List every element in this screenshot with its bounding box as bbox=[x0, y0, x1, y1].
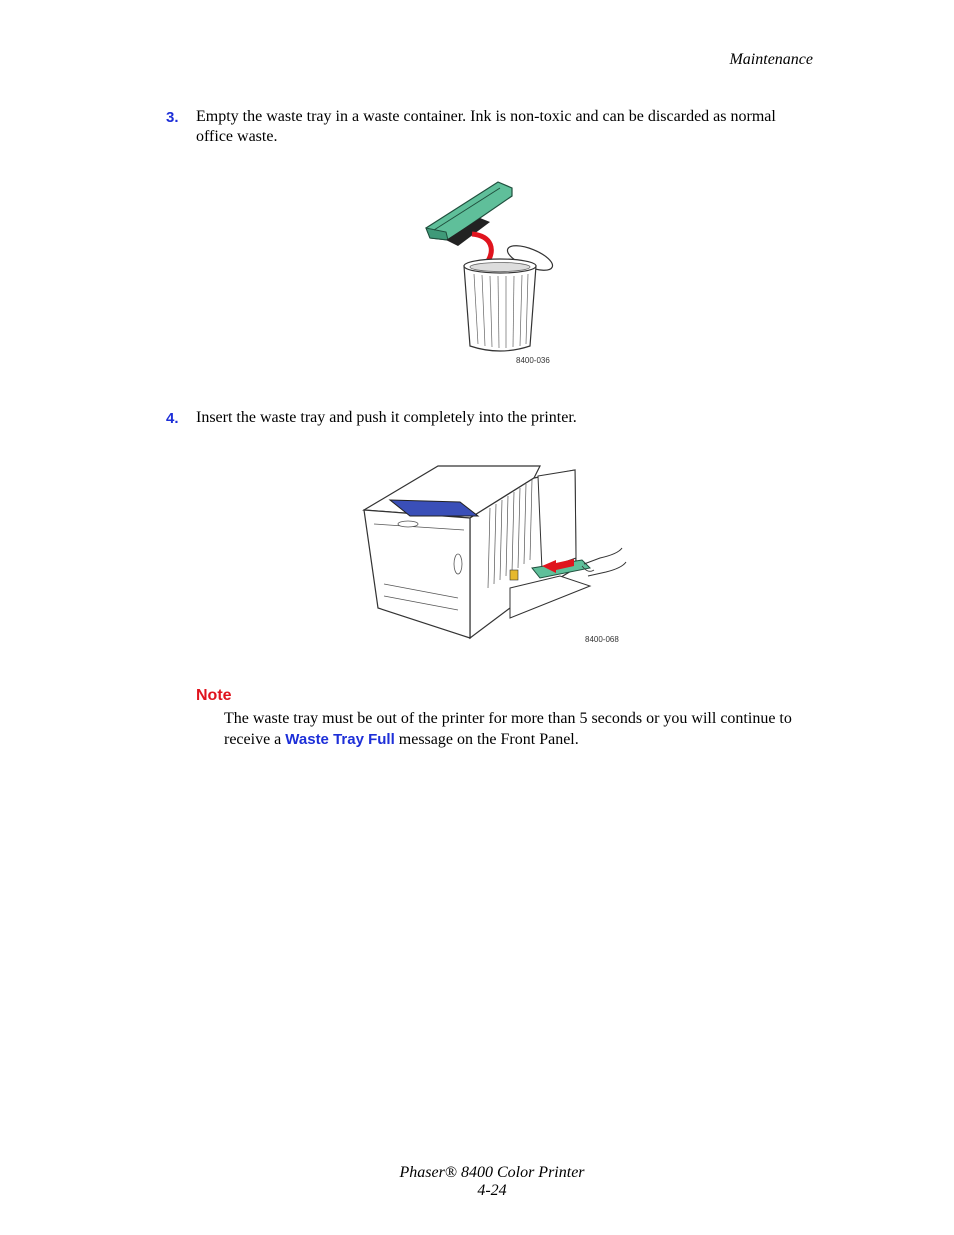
step-text: Empty the waste tray in a waste container. Ink is non-toxic and can be discarded as normal office waste. bbox=[196, 108, 776, 145]
note-text-before: The waste tray must be out of the printer for more than 5 seconds or you will continue to receive a bbox=[224, 710, 792, 748]
footer-product: Phaser® 8400 Color Printer bbox=[399, 1164, 585, 1181]
step-text: Insert the waste tray and push it completely into the printer. bbox=[196, 409, 577, 426]
note-body bbox=[224, 708, 816, 750]
step-3 bbox=[166, 107, 816, 147]
page-footer bbox=[0, 1164, 954, 1200]
figure-code: 8400-036 bbox=[516, 356, 550, 365]
running-header: Maintenance bbox=[729, 51, 813, 68]
trash-can-icon bbox=[420, 178, 560, 368]
waste-tray-into-trash-can-illustration bbox=[420, 178, 560, 368]
page-number: 4-24 bbox=[477, 1182, 507, 1199]
printer-icon bbox=[360, 458, 630, 648]
printer-waste-tray-insert-illustration bbox=[360, 458, 630, 648]
note-text-after: message on the Front Panel. bbox=[394, 731, 579, 748]
step-4 bbox=[166, 408, 816, 428]
note-title: Note bbox=[196, 687, 232, 704]
figure-code: 8400-068 bbox=[585, 635, 619, 644]
front-panel-message: Waste Tray Full bbox=[285, 731, 395, 748]
step-number: 4. bbox=[166, 410, 179, 427]
step-number: 3. bbox=[166, 109, 179, 126]
